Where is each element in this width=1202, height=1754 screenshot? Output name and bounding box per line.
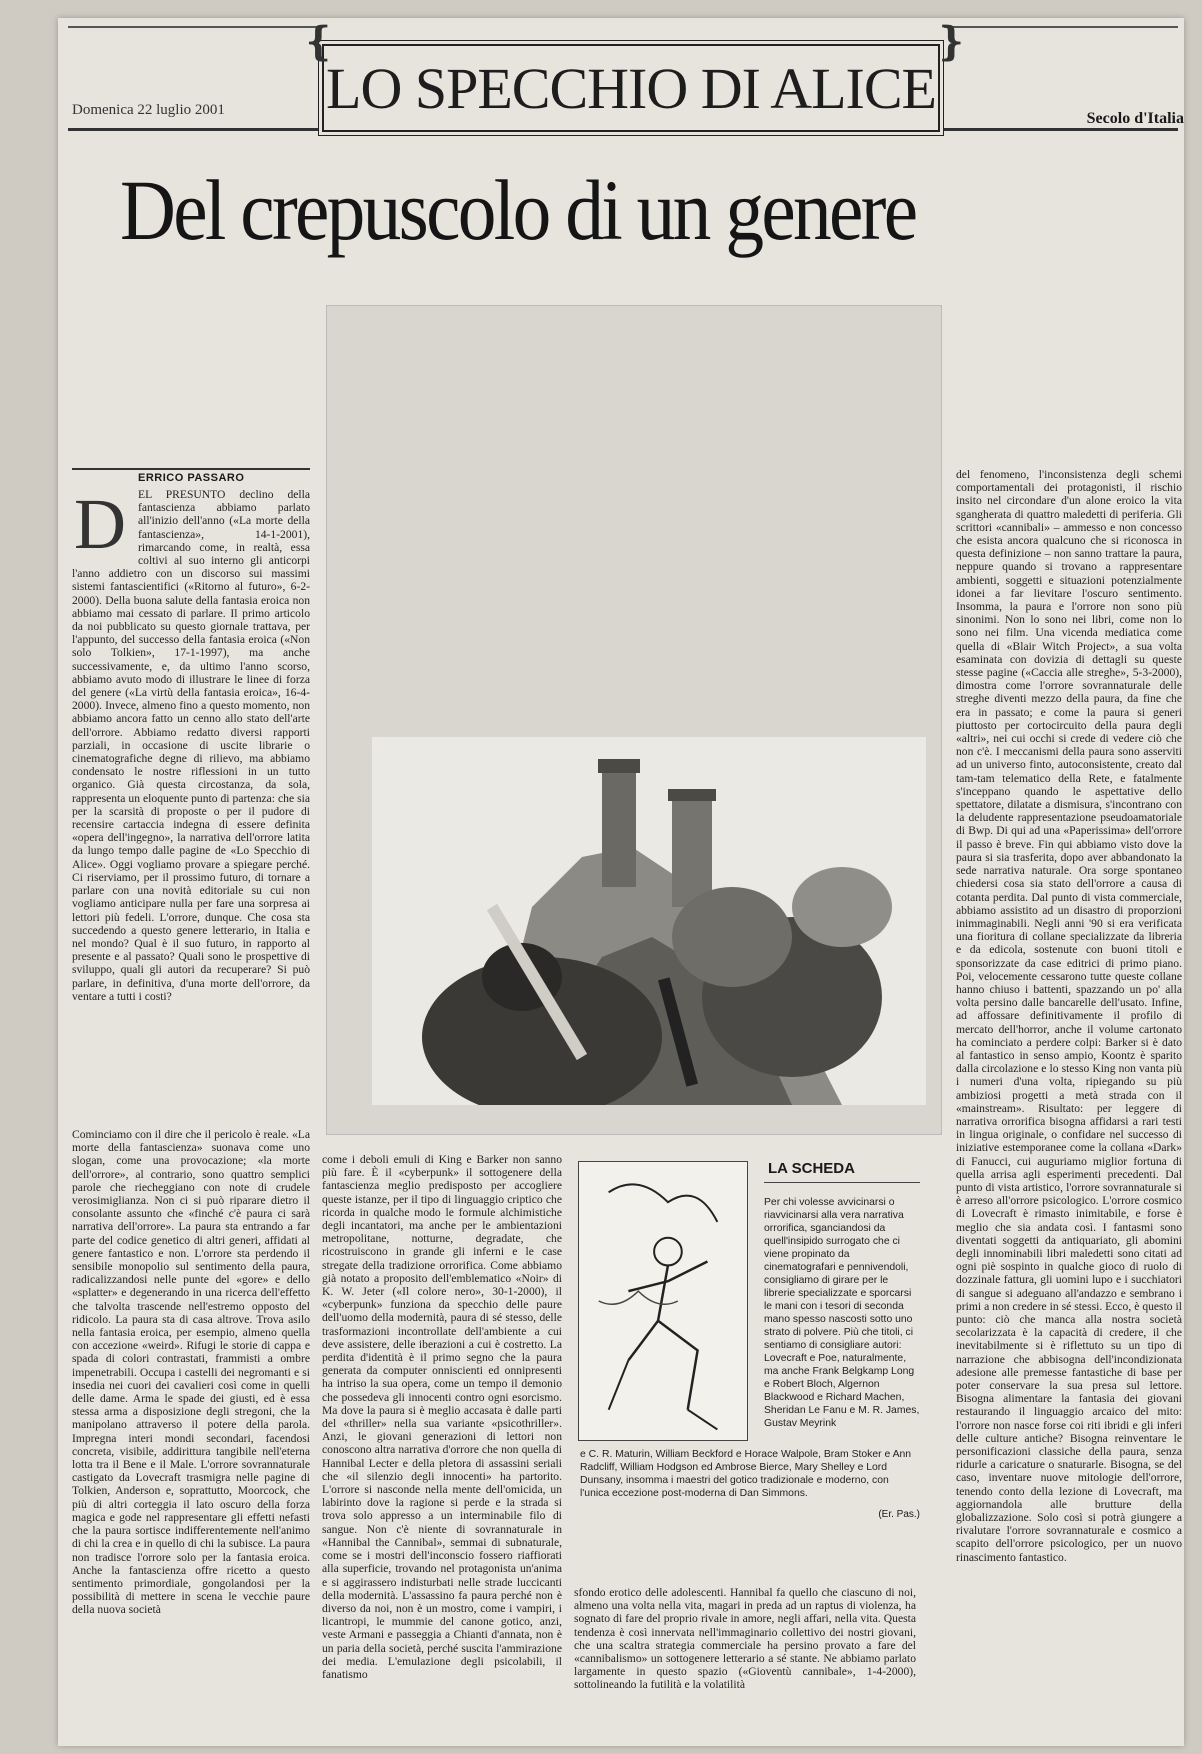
article-text-col2: come i deboli emuli di King e Barker non sanno più fare. È il «cyberpunk» il sottogenere della fantascienza meglio predisposto per accogliere queste istanze, per il tipo di linguaggio criptico che ricorda in qualche modo le formule alchimistiche degli incantatori, ma anche per le ambientazioni metropolitane, notturne, degradate, che ricostruiscono in grande gli inferni e le case stregate della tradizione orrorifica. Come abbiamo già notato a proposito dell'emblematico «Noir» di K. W. Jeter («Il colore nero», 30-1-2000), il «cyberpunk» funziona da specchio delle paure dell'uomo della modernità, paura di sé stesso, delle trasformazioni incontrollate dell'ambiente a cui deve assistere, delle iberazioni a cui è costretto. La perdita d'identità è il primo segno che la paura generata da computer onniscienti ed onnipresenti ha intriso la sua opera, come un tempo il demonio che possedeva gli innocenti contro ogni esorcismo. Ma dove la paura si è meglio accasata è dalle parti del «thriller» nella sua variante «psicothriller». Anzi, le giovani generazioni di lettori non conoscono altra narrativa d'orrore che non quella di Hannibal Lecter e della pletora di assassini seriali che «il silenzio degli innocenti» ha partorito. L'orrore si nasconde nella mente dell'omicida, un labirinto dove la ragione si perde e la strada si trova solo appresso a un interminabile filo di sangue. Non c'è niente di sovrannaturale in «Hannibal the Cannibal», semmai di subnaturale, come se i mostri dell'inconscio fossero riaffiorati alla superficie, trovando nel protagonista un'anima e si aggirassero indisturbati nelle strade luccicanti della modernità. L'assassino fa paura perché non è diverso da noi, non è un mostro, come i vampiri, i licantropi, le mummie del canone gotico, anzi, veste Armani e passeggia a Chianti d'annata, non è un paria della società, perché suscita l'ammirazione dei media. L'emulazione degli psicolabili, il fanatismo [322,1153,562,1681]
headline: Del crepuscolo di un genere [120,162,916,258]
scheda-text-continued: e C. R. Maturin, William Beckford e Horace Walpole, Bram Stoker e Ann Radcliff, William Hodgson ed Ambrose Bierce, Mary Shelley e Lord Dunsany, insomma i maestri del gotico tradizionale e moderno, con l'unica eccezione post-moderna di Dan Simmons. [580,1449,912,1499]
masthead-ornament-left: ❴ [302,19,336,64]
article-column-1-intro [138,488,310,568]
article-column-3 [574,1586,916,1712]
masthead-ornament-right: ❵ [934,19,968,64]
article-column-1b [72,1128,310,1712]
header-rule-left-lower [68,128,318,131]
article-column-4 [956,468,1182,1712]
article-column-2 [322,1153,562,1713]
header-rule-right [944,26,1178,28]
article-text-col1: l'anno addietro con un discorso sui massimi sistemi fantascientifici («Ritorno al futuro», 6-2-2000). Della buona salute della fantasia eroica non abbiamo mai cessato di parlare. Il primo articolo da noi pubblicato su questo giornale trattava, per l'appunto, del successo della fantasia eroica («Non solo Tolkien», 17-1-1997), ma anche successivamente, e, da ultimo l'anno scorso, abbiamo avuto modo di illustrare le linee di forza del genere («La virtù della fantasia eroica», 16-4-2000). Invece, almeno fino a questo momento, non abbiamo ancora fatto un cenno allo stato dell'arte dell'orrore. Abbiamo redatto diversi rapporti parziali, in occasione di uscite librarie o cinematografiche degne di rilievo, ma abbiamo condensato le nostre riflessioni in un tutto organico. Già questa circostanza, da sola, rappresenta un eloquente punto di partenza: che sia per la scarsità di proposte o per il pudore di recensire cartaccia indegna di essere definita «opera dell'ingegno», la narrativa dell'orrore latita da lungo tempo dalle pagine de «Lo Specchio di Alice». Oggi vogliamo provare a spiegare perché. Ci riserviamo, per il prossimo futuro, di tornare a parlare con una novità editoriale su cui non vogliamo anticipare nulla per fare una sorpresa ai lettori più fedeli. L'orrore, dunque. Che cosa sta succedendo a questo genere letterario, in Italia e nel mondo? Qual è il suo futuro, in rapporto al presente e al passato? Quali sono le prospettive di sviluppo, quali gli autori da recuperare? Si può parlare, in definitiva, d'una morte dell'orrore, da ventare a tutti i costi? [72,568,310,1003]
scheda-title: LA SCHEDA [768,1160,855,1177]
warrior-illustration [579,1162,747,1440]
article-text-col1b: Cominciamo con il dire che il pericolo è reale. «La morte della fantascienza» suonava come uno slogan, come una provocazione; «la morte dell'orrore», al contrario, sono quattro semplici parole che riecheggiano con note di crudele verosimiglianza. Non ci si può riparare dietro il consolante assunto che «finché c'è paura ci sarà narrativa dell'orrore». La paura sta entrando a far parte del codice genetico di altri generi, affidati al genere fantastico e non. L'orrore sta perdendo il sensibile monopolio sul sentimento della paura, radicalizzandosi nelle punte del «gore» e dello «splatter» e degenerando in una ricerca dell'effetto che talvolta trascende nell'estremo opposto del ridicolo. La paura sta di casa altrove. Trova asilo nella fantasia eroica, per esempio, almeno quella con accezione «weird». Rifugi le storie di cappa e spada di colori contrastati, frammisti a ombre impenetrabili. Occupa i castelli dei negromanti e si insedia nei cuori dei cavalieri così come in quelli delle dame. Arma le spade dei giusti, ed è essa stessa arma a disposizione degli stregoni, che la manipolano attraverso il potere della parola. Impregna interi mondi secondari, facendosi concreta, visibile, addirittura tangibile nell'eterna lotta tra il Bene e il Male. L'orrore sovrannaturale castigato da Lovecraft trasmigra nelle pagine di Tolkien, Anderson e, soprattutto, Moorcock, che più di altri corteggia il lato oscuro della forza magica e gode nel rappresentare gli effetti nefasti che la paura sortisce indifferentemente nell'animo di chi la crea e in quello di chi la subisce. La paura non tradisce l'orrore solo per la fantasia eroica. Anche la fantascienza offre ricetto a questo sentimento primordiale, gongolandosi per la possibilità di mettere in scena le vecchie paure della nuova società [72,1128,310,1617]
article-text-col4: del fenomeno, l'inconsistenza degli schemi comportamentali dei protagonisti, il rischio insito nel circondare d'un alone eroico la vita sgangherata di quattro maledetti di periferia. Gli scrittori «cannibali» – ammesso e non concesso che esista ancora qualcuno che si riconosca in questa definizione – non sanno trattare la paura, neppure quando si trovano a rappresentare ambienti, soggetti e situazioni potenzialmente idonei a far lievitare l'oscuro sentimento. Insomma, la paura e l'orrore non sono più sinonimi. Non lo sono nei libri, come non lo sono nei film. Una vicenda mediatica come quella di «Blair Witch Project», a sua volta esaminata con dovizia di dettagli su queste stesse pagine («Caccia alle streghe», 5-3-2000), dimostra come l'orrore sovrannaturale delle streghe diventi mezzo della paura, da fine che era in passato; e come la paura si generi piuttosto per cortocircuito della paura degli «altri», nei cui occhi si crede di vedere ciò che non c'è. I meccanismi della paura sono asserviti ad un universo finto, autoconsistente, creato dal tam-tam telematico della Rete, e fatalmente s'inceppano quando le aspettative dello spettatore, dilatate a dismisura, s'incontrano con la deludente rappresentazione pseudoamatoriale di Bwp. Di qui ad una «Paperissima» dell'orrore il passo è breve. Fin qui abbiamo visto dove la paura si sia trasferita, dopo aver abbandonato la sede narrativa naturale. Ora sorge spontaneo chiedersi cosa sia stato dell'orrore a causa di cotanta perdita. Dal punto di vista commerciale, abbiamo assistito ad un disastro di proporzioni inimmaginabili. Negli anni '90 si era verificata una fioritura di collane specializzate da libreria e da edicola, sostenute con buoni titoli e sponsorizzate da case editrici di primo piano. Poi, velocemente cessarono tutte queste collane hanno chiuso i battenti, spazzando un po' alla volta persino dalle bancarelle dell'usato. Infine, ad affossare definitivamente il profilo di mercato dell'horror, anche il volume cartonato ha cominciato a perdere colpi: Barker si è dato al fantastico in senso ampio, Koontz è sparito dalla circolazione e lo stesso King non vanta più i numeri d'una volta, ripiegando su più ambiziosi progetti a metà strada con il «mainstream». Risultato: per leggere di narrativa orrorifica bisogna affidarsi a rari testi in lingua originale, o confidare nel successo di iniziative estemporanee come la collana «Dark» di Fanucci, cui auguriamo miglior fortuna di quella arrisa agli esperimenti precedenti. Dal punto di vista artistico, l'orrore sovrannaturale si è arreso all'orrore psicologico. L'orrore cosmico di Lovecraft è rimasto inimitabile, e forse è meglio che sia andata così. I fantasmi sono diventati soggetti da antiquariato, gli abomini degli innominabili libri maledetti sono citati ad ogni piè sospinto in qualche gioco di ruolo di dozzinale fattura, gli uomini lupo e i succhiatori di sangue si adeguano all'andazzo e sembrano i primi a non credere in sé stessi. Ecco, è questo il punto: ciò che manca alla nostra società secolarizzata è la capacità di credere, il che inevitabilmente si è riflettuto su un tipo di narrazione che abbisogna dell'incondizionata adesione alle premesse fantastiche di base per poter conservare la sua presa sul lettore. Bisogna alimentare la fantasia dei giovani restaurando il linguaggio arcaico del mito: l'orrore non nasce forse coi riti ibridi e gli inferi delle culture antiche? Bisogna reinventare le personificazioni classiche della paura, senza ridurle a caricature o snaturarle. Bisogna, se del caso, inventare nuove mitologie dell'orrore, tenendo conto della lezione di Lovecraft, ma aggiornandola alle brutture della globalizzazione. Solo così si potrà giungere a rivalutare l'orrore sovrannaturale e cosmico a scapito dell'orrore psicologico, per un nuovo rinascimento fantastico. [956,468,1182,1564]
section-title: LO SPECCHIO DI ALICE [326,55,936,121]
scheda-signature: (Er. Pas.) [878,1509,920,1520]
byline: ERRICO PASSARO [138,472,245,484]
dateline: Domenica 22 luglio 2001 [72,102,225,118]
scheda-rule [764,1182,920,1183]
byline-rule [72,468,310,470]
newspaper-name: Secolo d'Italia [1086,110,1184,127]
article-column-1 [72,568,310,1128]
photo-content [372,737,926,1105]
header-rule-right-lower [944,128,1178,131]
header-rule-left [68,26,318,28]
section-masthead [322,44,940,132]
article-text-col3: sfondo erotico delle adolescenti. Hannibal fa quello che ciascuno di noi, almeno una volta nella vita, magari in preda ad un raptus di violenza, ha sognato di fare del proprio rivale in amore, negli affari, nella vita. Questa tendenza è così innervata nell'immaginario collettivo dei nostri giovani, che una scaltra strategia commerciale ha persino provato a fare del «cannibalismo» un sottogenere letterario a sé stante. Ne abbiamo parlato largamente in questo spazio («Gioventù cannibale», 1-4-2000), sottolineando la futilità e la volatilità [574,1586,916,1692]
scheda-illustration [578,1161,748,1441]
drop-cap: D [74,484,126,564]
scheda-text: Per chi volesse avvicinarsi o riavvicinarsi alla vera narrativa orrorifica, sganciandosi da quell'insipido surrogato che ci viene propinato da cinematografari e pennivendoli, consigliamo di girare per le librerie specializzate e sporcarsi le mani con i tesori di seconda mano spesso nascosti sotto uno strato di polvere. Più che titoli, ci sentiamo di consigliare autori: Lovecraft e Poe, naturalmente, ma anche Frank Belgkamp Long e Robert Bloch, Algernon Blackwood e Richard Machen, Sheridan Le Fanu e M. R. James, Gustav Meyrink [764,1197,920,1429]
article-intro-text: EL PRESUNTO declino della fantascienza abbiamo parlato all'inizio dell'anno («La morte della fantascienza», 14-1-2001), rimarcando come, in realtà, essa coltivi al suo interno gli anticorpi [138,488,310,568]
